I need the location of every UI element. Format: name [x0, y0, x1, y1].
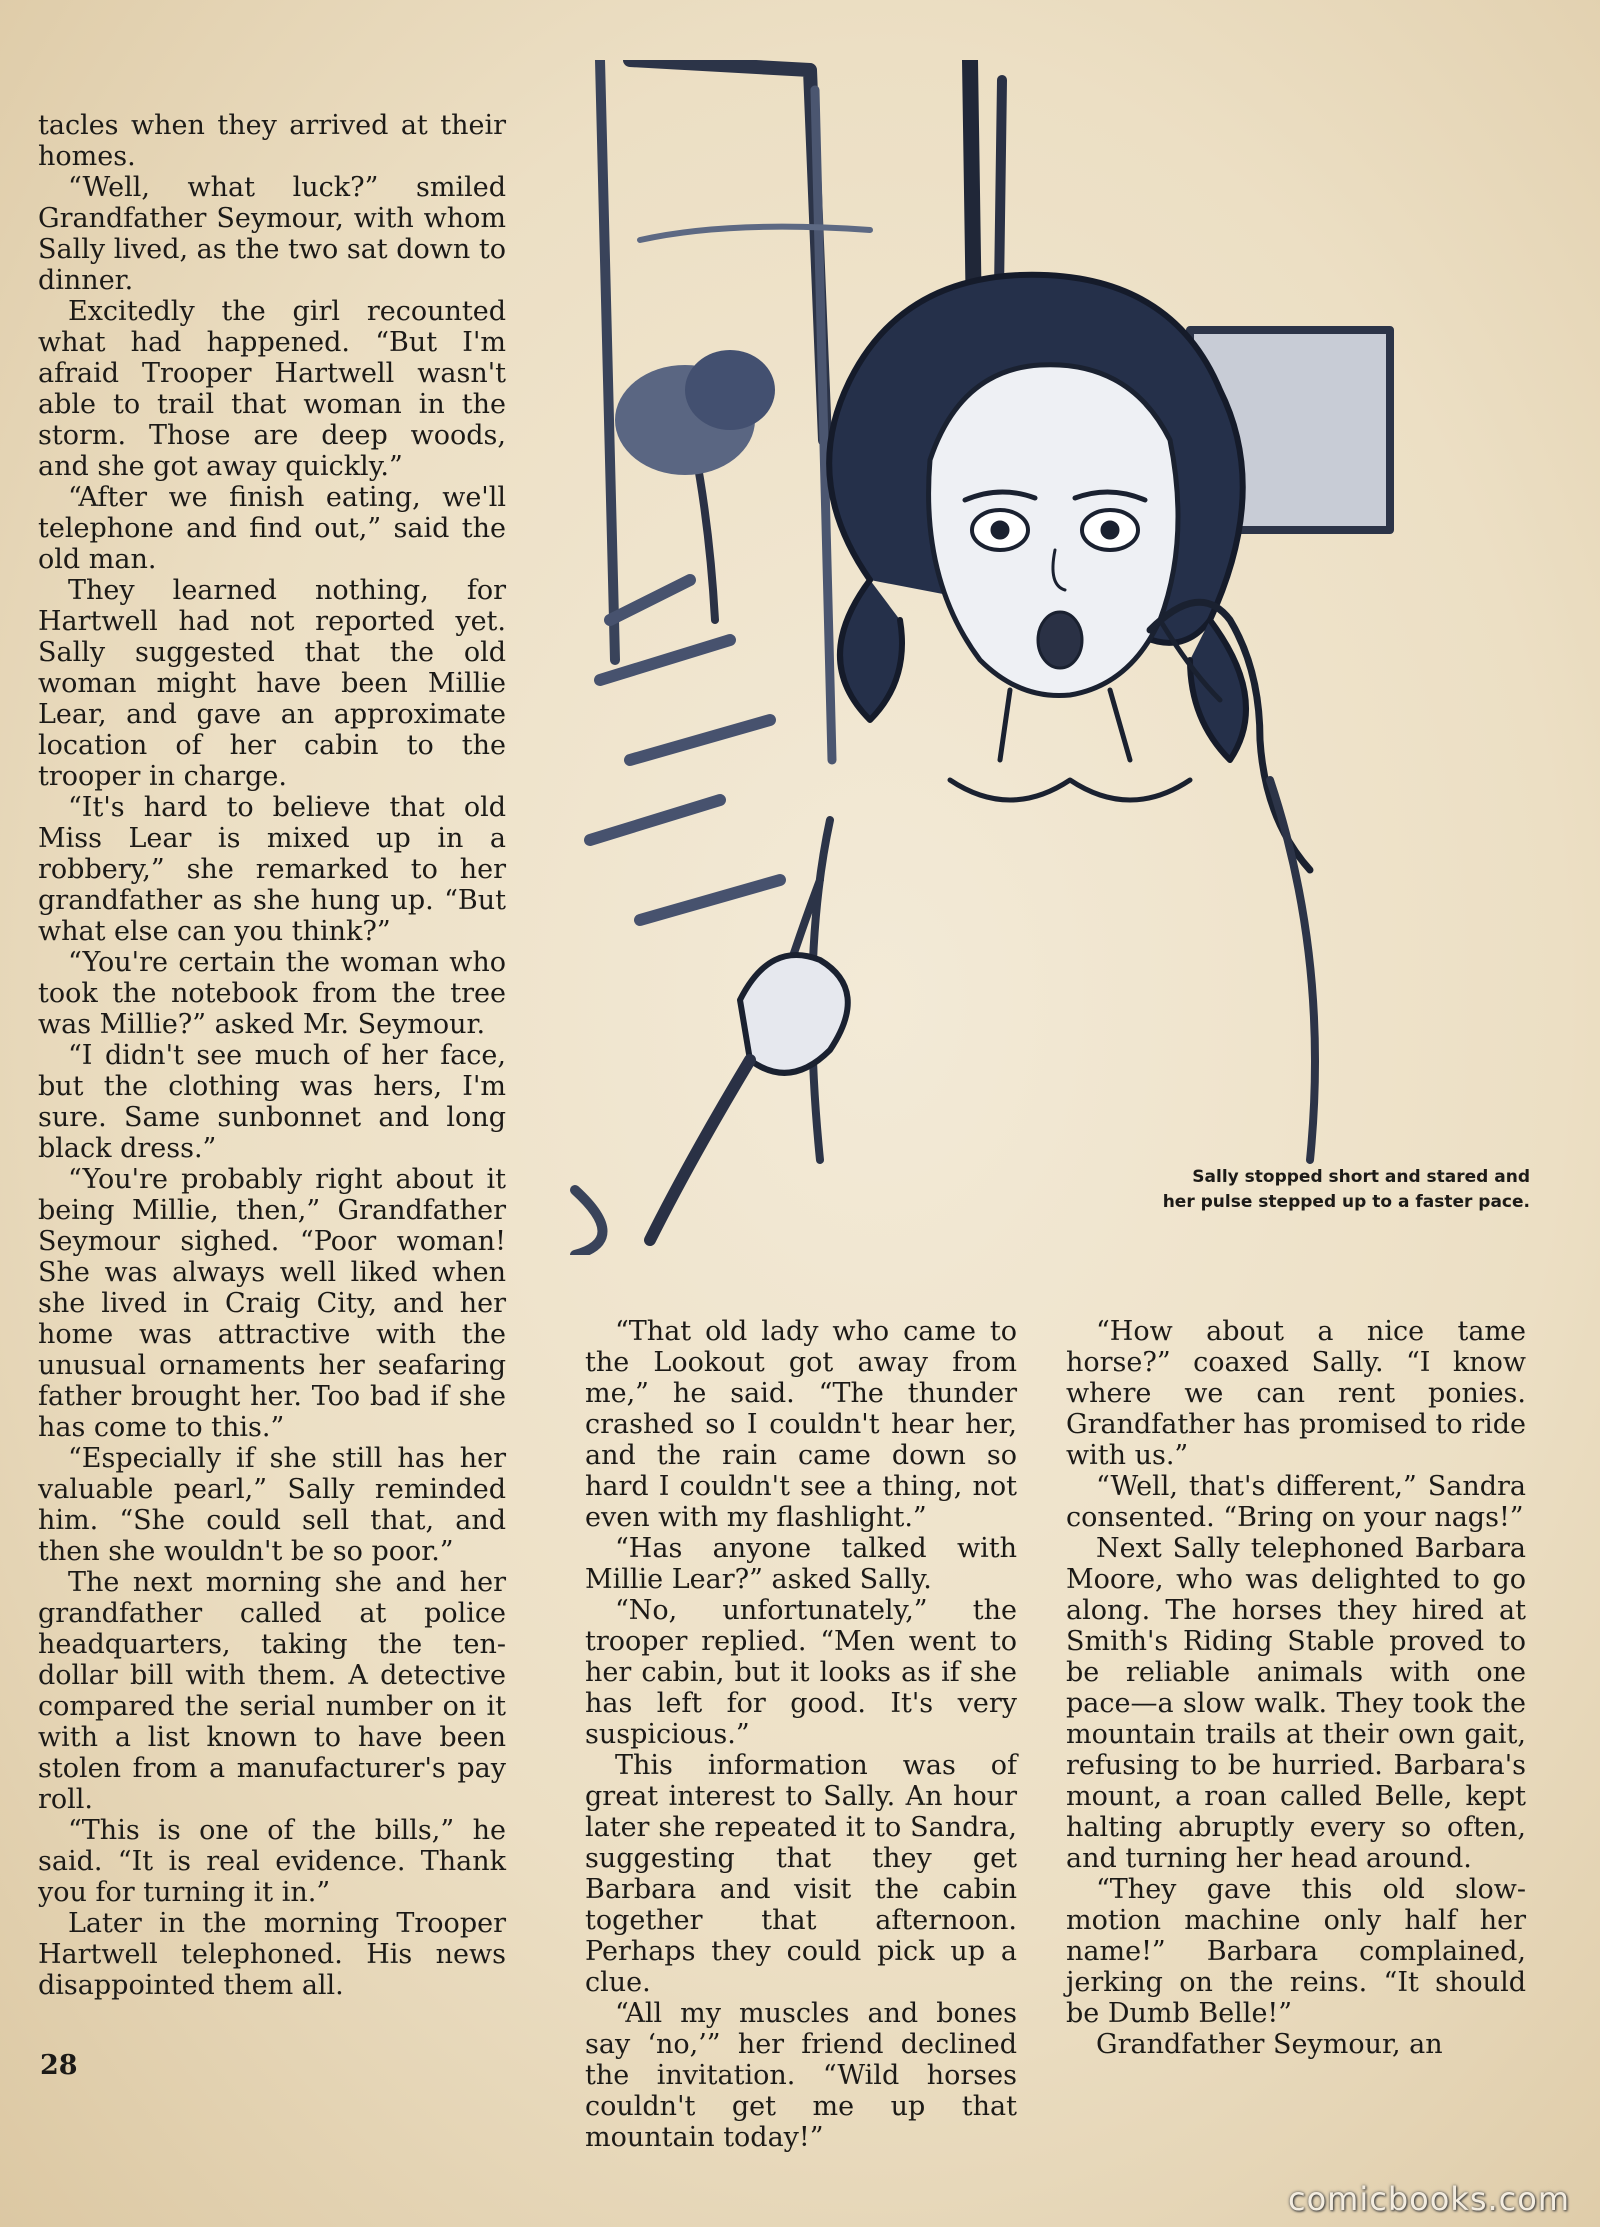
paragraph: “I didn't see much of her face, but the clothing was hers, I'm sure. Same sunbonnet and long black dress.”	[38, 1040, 506, 1164]
paragraph: Excitedly the girl recounted what had happened. “But I'm afraid Trooper Hartwell wasn't able to trail that woman in the storm. Those are deep woods, and she got away quickly.”	[38, 296, 506, 482]
paragraph: The next morning she and her grandfather called at police headquarters, taking the ten-dollar bill with them. A detective compared the serial number on it with a list known to have been stolen from a manufacturer's pay roll.	[38, 1567, 506, 1815]
paragraph: “This is one of the bills,” he said. “It is real evidence. Thank you for turning it in.”	[38, 1815, 506, 1908]
site-watermark: comicbooks.com	[1287, 2180, 1570, 2218]
paragraph: Grandfather Seymour, an	[1096, 2029, 1443, 2060]
paragraph: “Especially if she still has her valuable pearl,” Sally reminded him. “She could sell that, and then she wouldn't be so poor.”	[38, 1443, 506, 1567]
story-column-3	[1066, 1316, 1526, 2060]
story-column-2	[585, 1316, 1017, 2153]
paragraph: “Well, what luck?” smiled Grandfather Seymour, with whom Sally lived, as the two sat down to dinner.	[38, 172, 506, 296]
paragraph: “After we finish eating, we'll telephone and find out,” said the old man.	[38, 482, 506, 575]
story-illustration	[570, 60, 1545, 1255]
paragraph: They learned nothing, for Hartwell had not reported yet. Sally suggested that the old woman might have been Millie Lear, and gave an approximate location of her cabin to the trooper in charge.	[38, 575, 506, 792]
page-number: 28	[40, 2050, 78, 2081]
paragraph: “You're certain the woman who took the notebook from the tree was Millie?” asked Mr. Seymour.	[38, 947, 506, 1040]
paragraph: “Well, that's different,” Sandra consented. “Bring on your nags!”	[1066, 1471, 1526, 1533]
paragraph: Later in the morning Trooper Hartwell telephoned. His news disappointed them all.	[38, 1908, 506, 2001]
paragraph: “How about a nice tame horse?” coaxed Sally. “I know where we can rent ponies. Grandfather has promised to ride with us.”	[1066, 1316, 1526, 1471]
illustration-caption	[1080, 1165, 1530, 1215]
paragraph: “It's hard to believe that old Miss Lear is mixed up in a robbery,” she remarked to her grandfather as she hung up. “But what else can you think?”	[38, 792, 506, 947]
paragraph: “No, unfortunately,” the trooper replied. “Men went to her cabin, but it looks as if she has left for good. It's very suspicious.”	[585, 1595, 1017, 1750]
paragraph: “That old lady who came to the Lookout got away from me,” he said. “The thunder crashed so I couldn't hear her, and the rain came down so hard I couldn't see a thing, not even with my flashlight.”	[585, 1316, 1017, 1533]
paragraph: Next Sally telephoned Barbara Moore, who was delighted to go along. The horses they hired at Smith's Riding Stable proved to be reliable animals with one pace—a slow walk. They took the mountain trails at their own gait, refusing to be hurried. Barbara's mount, a roan called Belle, kept halting abruptly every so often, and turning her head around.	[1066, 1533, 1526, 1874]
caption-line: Sally stopped short and stared and	[1192, 1167, 1530, 1187]
story-column-1	[38, 110, 506, 2001]
paragraph: “Has anyone talked with Millie Lear?” asked Sally.	[585, 1533, 1017, 1595]
paragraph: “You're probably right about it being Millie, then,” Grandfather Seymour sighed. “Poor woman! She was always well liked when she lived in Craig City, and her home was attractive with the unusual ornaments her seafaring father brought her. Too bad if she has come to this.”	[38, 1164, 506, 1443]
paragraph: tacles when they arrived at their homes.	[38, 110, 506, 172]
paragraph: This information was of great interest to Sally. An hour later she repeated it to Sandra, suggesting that they get Barbara and visit the cabin together that afternoon. Perhaps they could pick up a clue.	[585, 1750, 1017, 1998]
paragraph: “All my muscles and bones say ‘no,’” her friend declined the invitation. “Wild horses couldn't get me up that mountain today!”	[585, 1998, 1017, 2153]
paragraph: “They gave this old slow-motion machine only half her name!” Barbara complained, jerking on the reins. “It should be Dumb Belle!”	[1066, 1874, 1526, 2029]
caption-line: her pulse stepped up to a faster pace.	[1162, 1192, 1530, 1212]
